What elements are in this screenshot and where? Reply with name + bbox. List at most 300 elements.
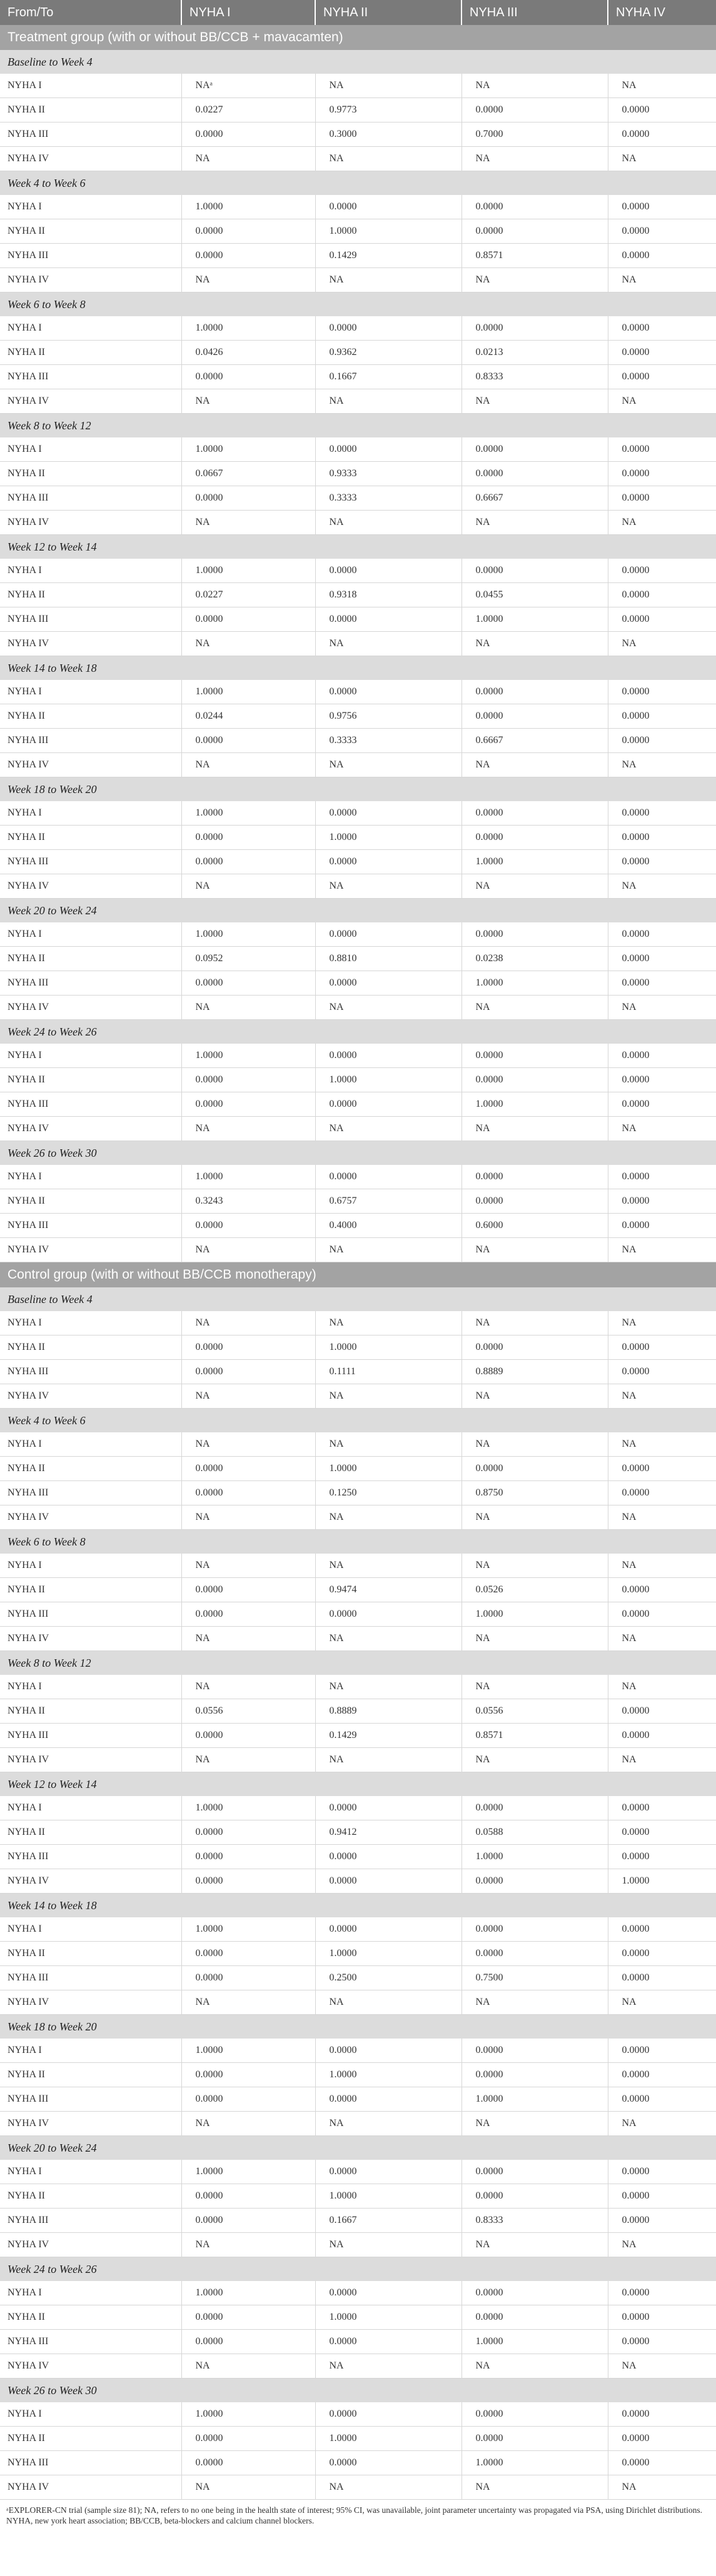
probability-cell: 0.0000 xyxy=(315,850,461,874)
period-header-row xyxy=(0,1287,716,1311)
probability-cell: NA xyxy=(181,2233,315,2257)
probability-cell: 0.1111 xyxy=(315,1360,461,1384)
row-state-label: NYHA I xyxy=(0,1796,181,1820)
row-state-label: NYHA IV xyxy=(0,1384,181,1409)
probability-cell: 0.0000 xyxy=(181,2184,315,2209)
probability-cell: 0.8571 xyxy=(461,1724,608,1748)
row-state-label: NYHA II xyxy=(0,704,181,729)
probability-cell: 0.0000 xyxy=(181,486,315,511)
period-label: Week 14 to Week 18 xyxy=(0,1894,716,1918)
probability-cell: 0.0000 xyxy=(608,462,716,486)
row-state-label: NYHA IV xyxy=(0,2354,181,2379)
probability-cell: 0.9318 xyxy=(315,583,461,607)
probability-cell: 1.0000 xyxy=(181,1796,315,1820)
period-header-row xyxy=(0,2257,716,2282)
row-state-label: NYHA II xyxy=(0,98,181,122)
probability-cell: 0.6757 xyxy=(315,1189,461,1214)
probability-cell: 0.1429 xyxy=(315,244,461,268)
probability-cell: 0.0000 xyxy=(461,2184,608,2209)
probability-cell: 0.0000 xyxy=(608,1917,716,1942)
row-state-label: NYHA III xyxy=(0,1092,181,1117)
probability-cell: 0.0227 xyxy=(181,98,315,122)
table-row xyxy=(0,98,716,122)
table-row xyxy=(0,511,716,535)
row-state-label: NYHA IV xyxy=(0,753,181,777)
probability-cell: 0.0000 xyxy=(461,462,608,486)
probability-cell: 0.0000 xyxy=(608,486,716,511)
probability-cell: 0.0000 xyxy=(181,1360,315,1384)
table-row xyxy=(0,1869,716,1894)
row-state-label: NYHA III xyxy=(0,2330,181,2354)
period-header-row xyxy=(0,899,716,923)
row-state-label: NYHA III xyxy=(0,1602,181,1627)
table-row xyxy=(0,2451,716,2475)
period-header-row xyxy=(0,1894,716,1918)
table-row xyxy=(0,559,716,583)
table-row xyxy=(0,680,716,704)
probability-cell: 0.0000 xyxy=(315,2281,461,2305)
probability-cell: 0.0000 xyxy=(181,1578,315,1602)
footnote: NYHA, new york heart association; BB/CCB, beta-blockers and calcium channel blockers. xyxy=(6,2516,315,2525)
table-row xyxy=(0,1189,716,1214)
probability-cell: 0.8889 xyxy=(461,1360,608,1384)
row-state-label: NYHA III xyxy=(0,729,181,753)
probability-cell: 0.0000 xyxy=(608,341,716,365)
table-row xyxy=(0,1311,716,1335)
probability-cell: 0.0000 xyxy=(461,1457,608,1481)
table-row xyxy=(0,632,716,656)
probability-cell: 0.0000 xyxy=(461,2039,608,2063)
probability-cell: 0.0000 xyxy=(315,559,461,583)
probability-cell: 0.0556 xyxy=(461,1699,608,1724)
period-label: Week 18 to Week 20 xyxy=(0,2015,716,2039)
probability-cell: 0.0000 xyxy=(181,971,315,996)
probability-cell: NA xyxy=(315,147,461,171)
row-state-label: NYHA III xyxy=(0,122,181,147)
probability-cell: 0.0952 xyxy=(181,947,315,971)
probability-cell: 0.0000 xyxy=(181,219,315,244)
probability-cell: NA xyxy=(608,874,716,899)
probability-cell: 0.0000 xyxy=(461,922,608,947)
table-body xyxy=(0,25,716,2500)
table-row xyxy=(0,268,716,292)
table-row xyxy=(0,1699,716,1724)
period-label: Week 24 to Week 26 xyxy=(0,2257,716,2282)
probability-cell: 0.9474 xyxy=(315,1578,461,1602)
row-state-label: NYHA II xyxy=(0,2184,181,2209)
probability-cell: NA xyxy=(461,996,608,1020)
probability-cell: 0.0000 xyxy=(608,316,716,341)
period-header-row xyxy=(0,1651,716,1675)
probability-cell: NA xyxy=(461,1384,608,1409)
header-nyha-i: NYHA I xyxy=(181,0,315,25)
probability-cell: 0.0000 xyxy=(181,2087,315,2112)
probability-cell: NA xyxy=(181,1627,315,1651)
table-row xyxy=(0,947,716,971)
probability-cell: 1.0000 xyxy=(181,2160,315,2184)
probability-cell: 0.8571 xyxy=(461,244,608,268)
table-row xyxy=(0,729,716,753)
probability-cell: NA xyxy=(181,2354,315,2379)
probability-cell: 0.0667 xyxy=(181,462,315,486)
probability-cell: 0.0000 xyxy=(181,607,315,632)
row-state-label: NYHA II xyxy=(0,1335,181,1360)
probability-cell: NA xyxy=(315,1627,461,1651)
group-header-row xyxy=(0,25,716,50)
table-row xyxy=(0,2475,716,2500)
probability-cell: 0.0000 xyxy=(461,826,608,850)
probability-cell: 0.0000 xyxy=(608,1578,716,1602)
probability-cell: NA xyxy=(461,1627,608,1651)
probability-cell: 0.0000 xyxy=(181,2330,315,2354)
probability-cell: 0.0000 xyxy=(461,1942,608,1966)
probability-cell: 1.0000 xyxy=(315,2305,461,2330)
probability-cell: 0.0000 xyxy=(608,1092,716,1117)
row-state-label: NYHA III xyxy=(0,971,181,996)
header-nyha-ii: NYHA II xyxy=(315,0,461,25)
table-row xyxy=(0,2039,716,2063)
probability-cell: 0.0000 xyxy=(608,559,716,583)
probability-cell: 1.0000 xyxy=(461,1845,608,1869)
row-state-label: NYHA I xyxy=(0,680,181,704)
probability-cell: NA xyxy=(461,1675,608,1699)
row-state-label: NYHA I xyxy=(0,801,181,826)
row-state-label: NYHA III xyxy=(0,2451,181,2475)
probability-cell: 0.0000 xyxy=(608,1602,716,1627)
probability-cell: 0.0000 xyxy=(315,2087,461,2112)
row-state-label: NYHA II xyxy=(0,1457,181,1481)
probability-cell: 1.0000 xyxy=(181,316,315,341)
probability-cell: 0.0000 xyxy=(181,1966,315,1990)
period-header-row xyxy=(0,171,716,196)
probability-cell: NA xyxy=(181,1505,315,1530)
probability-cell: 0.0000 xyxy=(461,1796,608,1820)
row-state-label: NYHA III xyxy=(0,607,181,632)
row-state-label: NYHA IV xyxy=(0,1748,181,1772)
row-state-label: NYHA II xyxy=(0,2063,181,2087)
probability-cell: 0.0000 xyxy=(315,2330,461,2354)
probability-cell: NA xyxy=(315,632,461,656)
probability-cell: 1.0000 xyxy=(608,1869,716,1894)
table-row xyxy=(0,1554,716,1578)
probability-cell: NA xyxy=(315,1554,461,1578)
probability-cell: NA xyxy=(181,1990,315,2015)
probability-cell: NA xyxy=(461,74,608,98)
table-row xyxy=(0,1675,716,1699)
row-state-label: NYHA IV xyxy=(0,268,181,292)
probability-cell: 0.0000 xyxy=(181,2451,315,2475)
probability-cell: 1.0000 xyxy=(315,1068,461,1092)
probability-cell: 0.0000 xyxy=(315,801,461,826)
table-row xyxy=(0,2209,716,2233)
table-row xyxy=(0,1602,716,1627)
probability-cell: NA xyxy=(315,1311,461,1335)
row-state-label: NYHA II xyxy=(0,462,181,486)
row-state-label: NYHA IV xyxy=(0,1990,181,2015)
period-header-row xyxy=(0,2015,716,2039)
row-state-label: NYHA IV xyxy=(0,632,181,656)
probability-cell: NA xyxy=(461,2475,608,2500)
table-row xyxy=(0,1966,716,1990)
probability-cell: 0.7000 xyxy=(461,122,608,147)
probability-cell: NA xyxy=(315,2354,461,2379)
table-row xyxy=(0,2305,716,2330)
probability-cell: 0.0000 xyxy=(181,1869,315,1894)
period-label: Week 20 to Week 24 xyxy=(0,899,716,923)
probability-cell: 0.0000 xyxy=(181,2209,315,2233)
probability-cell: 0.0000 xyxy=(608,195,716,219)
probability-cell: 0.0000 xyxy=(608,1360,716,1384)
probability-cell: NA xyxy=(608,268,716,292)
probability-cell: 0.0000 xyxy=(181,2427,315,2451)
row-state-label: NYHA III xyxy=(0,1845,181,1869)
period-header-row xyxy=(0,656,716,681)
probability-cell: 0.0000 xyxy=(608,1966,716,1990)
period-label: Week 26 to Week 30 xyxy=(0,1141,716,1166)
table-row xyxy=(0,147,716,171)
probability-cell: NA xyxy=(461,1990,608,2015)
row-state-label: NYHA III xyxy=(0,1724,181,1748)
probability-cell: NA xyxy=(461,1117,608,1141)
period-header-row xyxy=(0,777,716,802)
probability-cell: NA xyxy=(461,632,608,656)
probability-cell: NA xyxy=(608,1627,716,1651)
table-row xyxy=(0,2087,716,2112)
probability-cell: 0.0000 xyxy=(315,1044,461,1068)
probability-cell: NA xyxy=(461,2233,608,2257)
probability-cell: NA xyxy=(181,1675,315,1699)
probability-cell: NA xyxy=(608,1505,716,1530)
probability-cell: NA xyxy=(461,1311,608,1335)
probability-cell: NA xyxy=(181,632,315,656)
probability-cell: 0.0000 xyxy=(461,1917,608,1942)
probability-cell: 0.0000 xyxy=(461,98,608,122)
probability-cell: NA xyxy=(608,511,716,535)
probability-cell: 0.0238 xyxy=(461,947,608,971)
probability-cell: NA xyxy=(608,1311,716,1335)
table-row xyxy=(0,2112,716,2136)
period-label: Week 26 to Week 30 xyxy=(0,2379,716,2403)
period-label: Week 6 to Week 8 xyxy=(0,292,716,317)
table-row xyxy=(0,996,716,1020)
probability-cell: 0.0526 xyxy=(461,1578,608,1602)
probability-cell: 0.0000 xyxy=(461,437,608,462)
table-row xyxy=(0,1748,716,1772)
probability-cell: NA xyxy=(181,1554,315,1578)
probability-cell: 0.0000 xyxy=(608,2330,716,2354)
probability-cell: NA xyxy=(608,2354,716,2379)
probability-cell: 0.0000 xyxy=(315,1602,461,1627)
row-state-label: NYHA III xyxy=(0,2087,181,2112)
table-row xyxy=(0,1335,716,1360)
row-state-label: NYHA IV xyxy=(0,874,181,899)
probability-cell: 0.9773 xyxy=(315,98,461,122)
probability-cell: NA xyxy=(608,2112,716,2136)
probability-cell: 0.3333 xyxy=(315,729,461,753)
probability-cell: 0.0000 xyxy=(461,1068,608,1092)
table-row xyxy=(0,1917,716,1942)
probability-cell: 0.0000 xyxy=(608,2087,716,2112)
row-state-label: NYHA III xyxy=(0,1360,181,1384)
probability-cell: 0.3333 xyxy=(315,486,461,511)
probability-cell: 0.0000 xyxy=(608,704,716,729)
table-row xyxy=(0,1117,716,1141)
table-row xyxy=(0,801,716,826)
probability-cell: 0.0000 xyxy=(608,1845,716,1869)
table-row xyxy=(0,2063,716,2087)
probability-cell: 1.0000 xyxy=(315,1457,461,1481)
probability-cell: 0.0000 xyxy=(461,195,608,219)
row-state-label: NYHA II xyxy=(0,341,181,365)
probability-cell: 0.0000 xyxy=(608,922,716,947)
table-row xyxy=(0,1481,716,1505)
probability-cell: NA xyxy=(315,2112,461,2136)
probability-cell: 0.0000 xyxy=(315,1796,461,1820)
probability-cell: 1.0000 xyxy=(315,1335,461,1360)
row-state-label: NYHA IV xyxy=(0,1869,181,1894)
probability-cell: 0.0000 xyxy=(181,1602,315,1627)
probability-cell: NA xyxy=(181,2112,315,2136)
table-row xyxy=(0,1990,716,2015)
probability-cell: 0.0000 xyxy=(608,1820,716,1845)
table-row xyxy=(0,1360,716,1384)
probability-cell: 0.0000 xyxy=(608,1457,716,1481)
probability-cell: 0.0000 xyxy=(181,1068,315,1092)
table-row xyxy=(0,437,716,462)
row-state-label: NYHA II xyxy=(0,2427,181,2451)
probability-cell: NA xyxy=(315,2475,461,2500)
probability-cell: 1.0000 xyxy=(181,2039,315,2063)
row-state-label: NYHA I xyxy=(0,922,181,947)
probability-cell: 1.0000 xyxy=(181,1917,315,1942)
probability-cell: 0.0000 xyxy=(461,1165,608,1189)
period-label: Week 14 to Week 18 xyxy=(0,656,716,681)
probability-cell: NA xyxy=(315,1432,461,1457)
probability-cell: NA xyxy=(608,1238,716,1262)
row-state-label: NYHA III xyxy=(0,1966,181,1990)
probability-cell: NA xyxy=(608,389,716,414)
probability-cell: 1.0000 xyxy=(315,826,461,850)
table-row xyxy=(0,583,716,607)
probability-cell: NA xyxy=(181,996,315,1020)
row-state-label: NYHA I xyxy=(0,2402,181,2427)
period-header-row xyxy=(0,2136,716,2160)
period-header-row xyxy=(0,292,716,317)
probability-cell: 0.0000 xyxy=(608,1044,716,1068)
table-row xyxy=(0,2402,716,2427)
probability-cell: NA xyxy=(608,74,716,98)
probability-cell: NA xyxy=(181,1117,315,1141)
row-state-label: NYHA I xyxy=(0,1044,181,1068)
probability-cell: NA xyxy=(461,1505,608,1530)
period-label: Week 24 to Week 26 xyxy=(0,1020,716,1044)
probability-cell: 0.0000 xyxy=(608,1481,716,1505)
probability-cell: 0.8333 xyxy=(461,2209,608,2233)
table-row xyxy=(0,341,716,365)
row-state-label: NYHA IV xyxy=(0,1117,181,1141)
probability-cell: 0.0000 xyxy=(608,2402,716,2427)
row-state-label: NYHA IV xyxy=(0,389,181,414)
probability-cell: 1.0000 xyxy=(315,1942,461,1966)
probability-cell: NA xyxy=(181,1748,315,1772)
probability-cell: NA xyxy=(315,268,461,292)
probability-cell: 0.0000 xyxy=(461,680,608,704)
probability-cell: NA xyxy=(315,1117,461,1141)
probability-cell: 0.0000 xyxy=(608,850,716,874)
table-row xyxy=(0,874,716,899)
row-state-label: NYHA III xyxy=(0,2209,181,2233)
table-row xyxy=(0,2281,716,2305)
probability-cell: NA xyxy=(315,1384,461,1409)
probability-cell: NA xyxy=(461,1554,608,1578)
probability-cell: 0.0000 xyxy=(608,98,716,122)
row-state-label: NYHA I xyxy=(0,74,181,98)
period-header-row xyxy=(0,50,716,74)
row-state-label: NYHA III xyxy=(0,365,181,389)
probability-cell: 0.0000 xyxy=(608,122,716,147)
period-header-row xyxy=(0,1772,716,1797)
probability-cell: 1.0000 xyxy=(461,2330,608,2354)
table-row xyxy=(0,1457,716,1481)
probability-cell: 0.0455 xyxy=(461,583,608,607)
probability-cell: 0.0000 xyxy=(181,2305,315,2330)
probability-cell: 0.0000 xyxy=(181,1845,315,1869)
probability-cell: 0.9333 xyxy=(315,462,461,486)
probability-cell: NA xyxy=(608,147,716,171)
period-label: Week 8 to Week 12 xyxy=(0,414,716,438)
table-row xyxy=(0,74,716,98)
period-label: Week 12 to Week 14 xyxy=(0,535,716,559)
probability-cell: 0.0000 xyxy=(608,2039,716,2063)
probability-cell: 0.0000 xyxy=(181,1457,315,1481)
probability-cell: 0.0000 xyxy=(461,1869,608,1894)
probability-cell: 0.0000 xyxy=(608,1699,716,1724)
table-row xyxy=(0,316,716,341)
probability-cell: 1.0000 xyxy=(181,801,315,826)
footnote: ᵃEXPLORER-CN trial (sample size 81); NA, refers to no one being in the health state of interest; 95% CI, was unavailable, joint parameter uncertainty was propagated via PSA, using Dirichlet distributions. xyxy=(6,2505,703,2515)
probability-cell: 0.0000 xyxy=(181,1724,315,1748)
table-row xyxy=(0,122,716,147)
probability-cell: NA xyxy=(461,268,608,292)
table-row xyxy=(0,219,716,244)
probability-cell: NA xyxy=(608,2233,716,2257)
probability-cell: NA xyxy=(608,996,716,1020)
table-row xyxy=(0,2233,716,2257)
row-state-label: NYHA II xyxy=(0,1942,181,1966)
table-row xyxy=(0,1845,716,1869)
probability-cell: NA xyxy=(461,147,608,171)
probability-cell: 0.0000 xyxy=(461,1189,608,1214)
probability-cell: 0.3243 xyxy=(181,1189,315,1214)
table-row xyxy=(0,1044,716,1068)
probability-cell: 0.0000 xyxy=(181,122,315,147)
probability-cell: 1.0000 xyxy=(461,850,608,874)
probability-cell: 0.0000 xyxy=(608,1942,716,1966)
probability-cell: NA xyxy=(315,389,461,414)
probability-cell: NA xyxy=(181,1238,315,1262)
probability-cell: 0.0000 xyxy=(608,2209,716,2233)
row-state-label: NYHA II xyxy=(0,1189,181,1214)
probability-cell: 0.0000 xyxy=(181,1820,315,1845)
probability-cell: 0.0000 xyxy=(461,1335,608,1360)
probability-cell: 1.0000 xyxy=(181,195,315,219)
probability-cell: 0.0000 xyxy=(608,583,716,607)
period-label: Week 20 to Week 24 xyxy=(0,2136,716,2160)
row-state-label: NYHA IV xyxy=(0,511,181,535)
table-row xyxy=(0,195,716,219)
row-state-label: NYHA III xyxy=(0,244,181,268)
row-state-label: NYHA II xyxy=(0,219,181,244)
